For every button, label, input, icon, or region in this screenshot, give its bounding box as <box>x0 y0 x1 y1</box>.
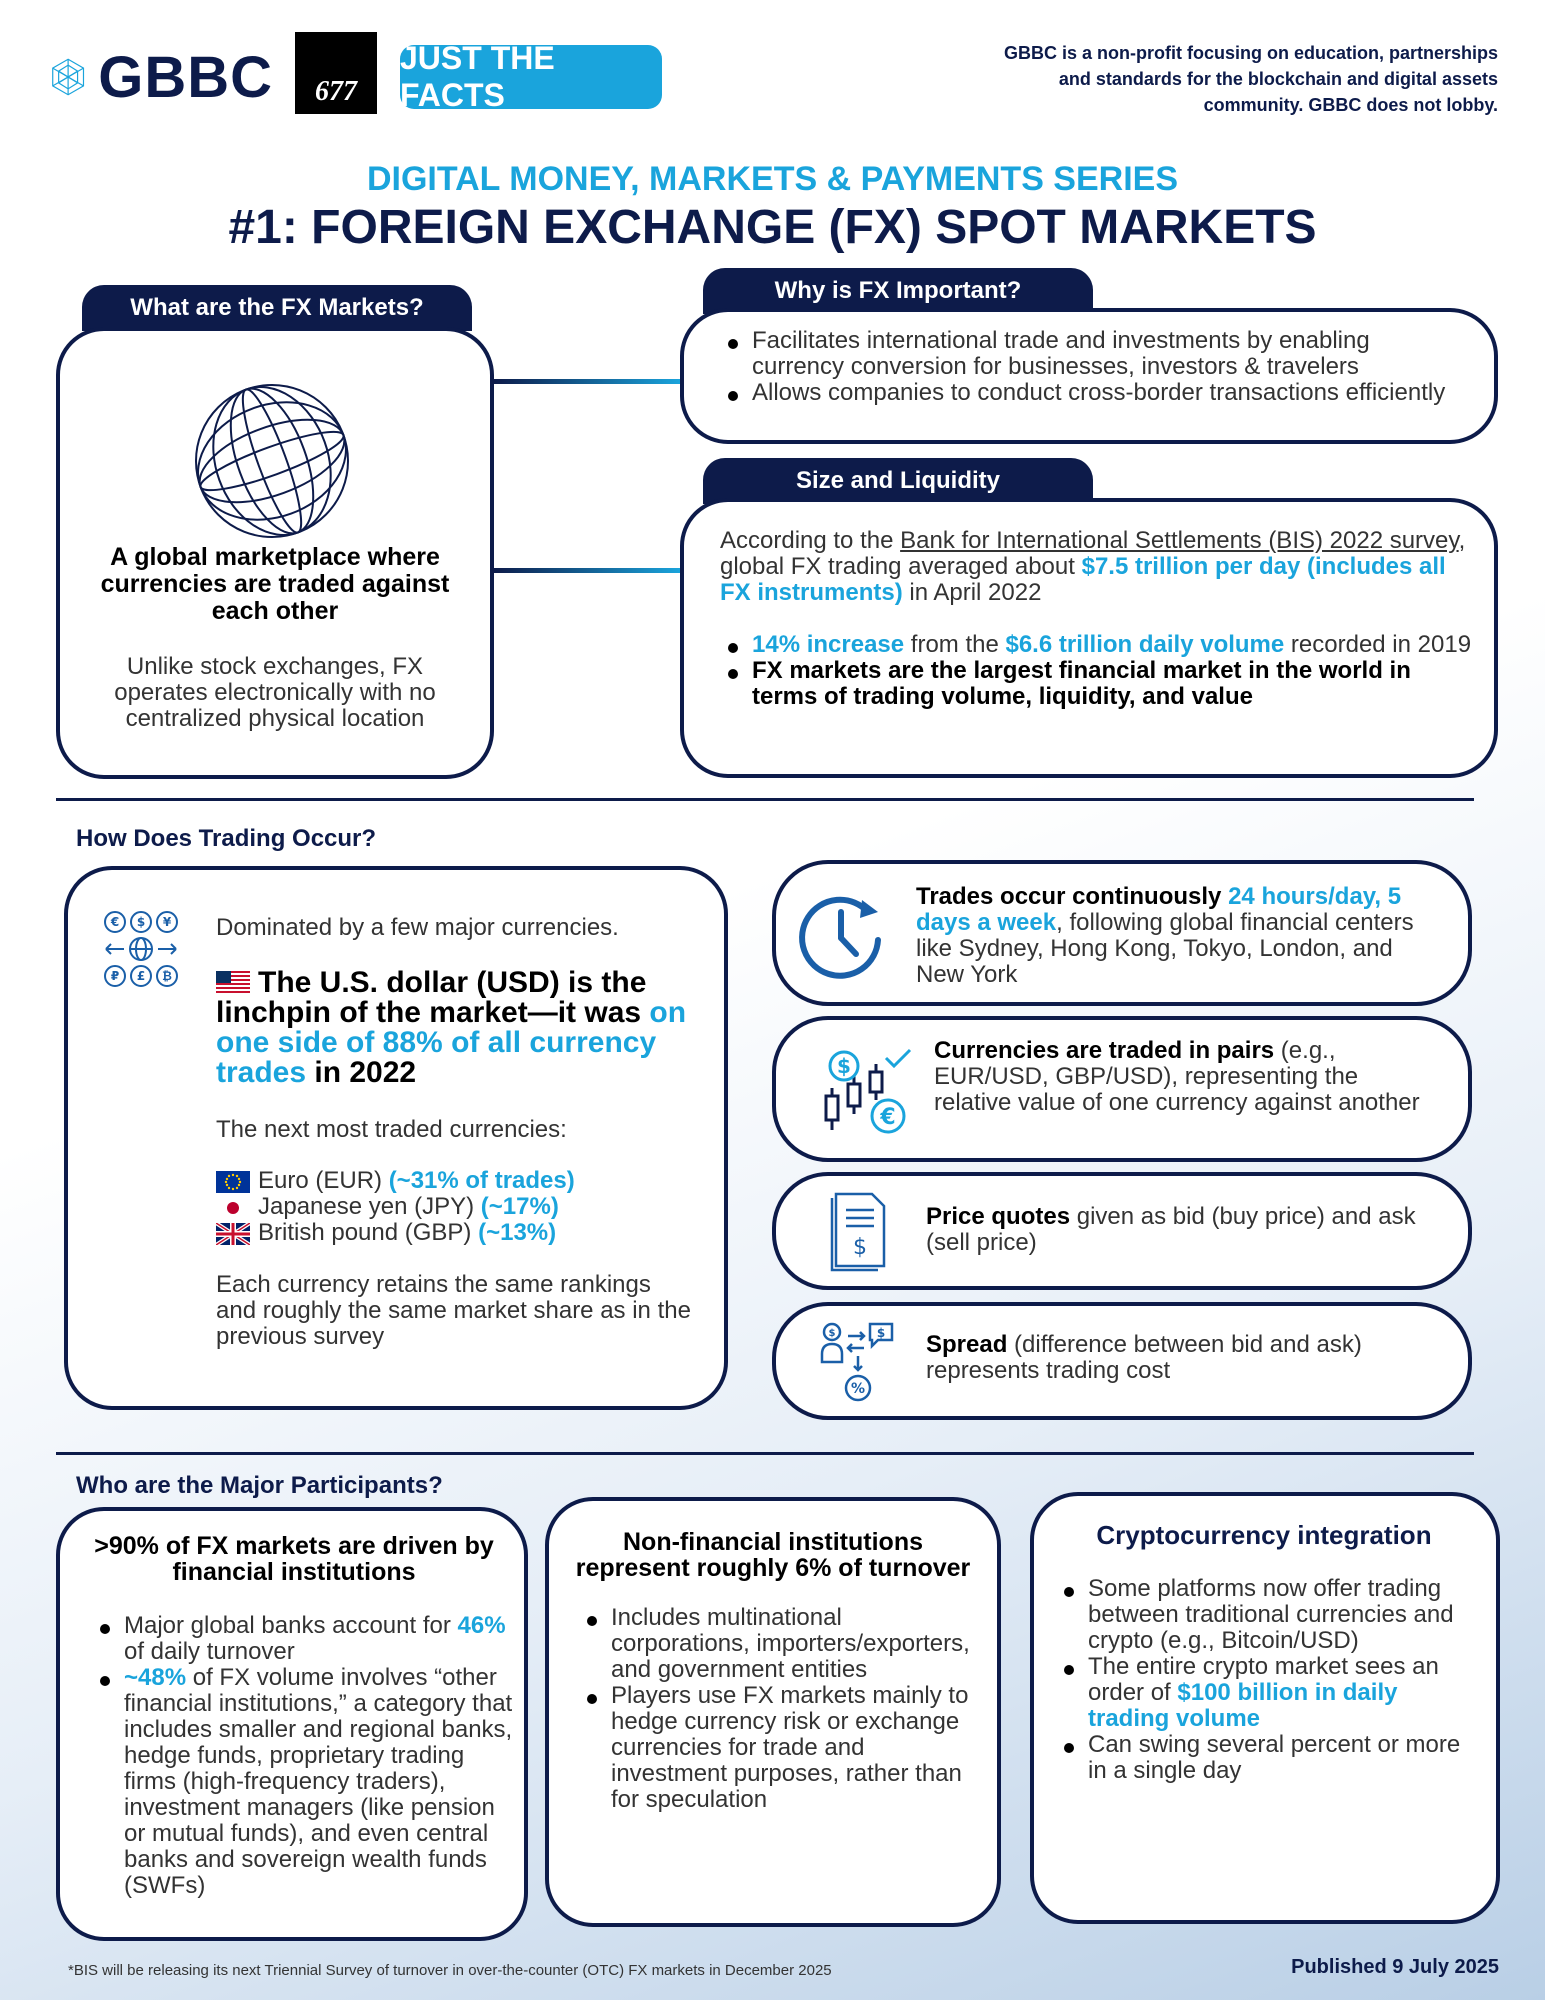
fin-text: of FX volume involves “other financial institutions,” a category that includes smaller and regional banks, hedge funds, proprietary trading firms (high-frequency traders), investment managers (like pension or mutual funds), and even central banks and sovereign wealth funds (SWFs) <box>124 1664 513 1899</box>
size-text: from the <box>904 631 1006 658</box>
svg-text:$: $ <box>136 915 146 929</box>
pill-highlight: 24 hours/day, 5 days a week <box>916 883 1402 936</box>
nonfin-item: Includes multinational corporations, importers/exporters, and government entities <box>581 1605 981 1683</box>
how-trading-heading: How Does Trading Occur? <box>76 825 377 852</box>
svg-text:%: % <box>850 1381 866 1397</box>
pill-bold: Trades occur continuously <box>916 883 1229 910</box>
nonfin-list <box>581 1605 981 1813</box>
size-highlight: $6.6 trillion daily volume <box>1005 631 1285 658</box>
fin-highlight: 46% <box>457 1612 506 1639</box>
pill-text: (difference between bid and ask) represents trading cost <box>926 1331 1362 1384</box>
just-the-facts-badge: JUST THE FACTS <box>400 45 662 109</box>
bis-survey-link[interactable]: Bank for International Settlements (BIS) 2022 survey <box>900 527 1459 554</box>
connector-line <box>494 568 680 573</box>
price-quote-document-icon <box>828 1188 892 1272</box>
financial-institutions-card <box>56 1507 528 1941</box>
disclaimer: GBBC is a non-profit focusing on education, partnerships and standards for the blockchain and digital assets community. GBBC does not lobby. <box>1003 43 1498 115</box>
pill-text: given as bid (buy price) and ask (sell price) <box>926 1203 1416 1256</box>
section-divider <box>56 1452 1474 1455</box>
tab-size-liquidity: Size and Liquidity <box>703 458 1093 504</box>
trading-intro: Dominated by a few major currencies. <box>216 914 619 941</box>
japan-flag-icon <box>216 1197 250 1219</box>
currency-share: (~13%) <box>478 1219 557 1246</box>
what-headline: A global marketplace where currencies are traded against each other <box>100 543 450 625</box>
gbbc-logo <box>48 46 273 108</box>
size-paragraph <box>720 528 1470 606</box>
why-item: Allows companies to conduct cross-border transactions efficiently <box>722 380 1462 406</box>
usd-statement <box>216 968 696 1088</box>
crypto-item: Some platforms now offer trading between traditional currencies and crypto (e.g., Bitcoin/USD) <box>1058 1576 1478 1654</box>
pill-text: (e.g., EUR/USD, GBP/USD), representing the relative value of one currency against another <box>934 1037 1420 1116</box>
currency-pairs-chart-icon <box>816 1044 916 1144</box>
participants-heading: Who are the Major Participants? <box>76 1472 443 1499</box>
size-item <box>722 632 1472 658</box>
crypto-title: Cryptocurrency integration <box>1096 1520 1432 1550</box>
fin-list <box>94 1613 514 1899</box>
quotes-pill <box>772 1172 1472 1290</box>
published-date: Published 9 July 2025 <box>1291 1956 1499 1978</box>
pill-text: , following global financial centers like Sydney, Hong Kong, Tokyo, London, and New York <box>916 909 1414 988</box>
trading-card <box>64 866 728 1410</box>
fin-text: Major global banks account for <box>124 1612 458 1639</box>
series-title: DIGITAL MONEY, MARKETS & PAYMENTS SERIES <box>366 160 1179 198</box>
clock-icon <box>796 890 886 980</box>
currency-name: Euro (EUR) <box>258 1167 389 1194</box>
non-financial-card <box>545 1497 1001 1927</box>
currency-list <box>216 1168 696 1246</box>
fin-text: of daily turnover <box>124 1638 295 1665</box>
fin-item <box>94 1665 514 1899</box>
size-list <box>722 632 1472 710</box>
currency-name: Japanese yen (JPY) <box>258 1193 481 1220</box>
svg-text:₽: ₽ <box>110 969 120 983</box>
pill-bold: Currencies are traded in pairs <box>934 1037 1275 1064</box>
crypto-list <box>1058 1576 1478 1784</box>
spread-pill <box>772 1302 1472 1420</box>
what-card <box>56 327 494 779</box>
usd-highlight: on one side of 88% of all currency trades <box>216 996 687 1089</box>
svg-text:€: € <box>110 915 120 929</box>
hours-text <box>916 884 1446 988</box>
currency-row-eur <box>216 1168 696 1194</box>
globe-icon <box>188 377 356 545</box>
size-text: in April 2022 <box>902 579 1042 606</box>
uk-flag-icon <box>216 1223 250 1245</box>
crypto-highlight: $100 billion in daily trading volume <box>1088 1679 1398 1732</box>
section-divider <box>56 798 1474 801</box>
quotes-text <box>926 1204 1426 1256</box>
size-highlight: $7.5 trillion per day (includes all FX instruments) <box>720 553 1446 606</box>
size-card <box>680 498 1498 778</box>
tab-what-are-fx: What are the FX Markets? <box>82 285 472 331</box>
what-body: Unlike stock exchanges, FX operates electronically with no centralized physical location <box>114 653 436 732</box>
crypto-item <box>1058 1654 1478 1732</box>
pairs-text <box>934 1038 1434 1116</box>
nonfin-item: Players use FX markets mainly to hedge currency risk or exchange currencies for trade and investment purposes, rather than for speculation <box>581 1683 981 1813</box>
pill-bold: Spread <box>926 1331 1008 1358</box>
why-item: Facilitates international trade and investments by enabling currency conversion for businesses, investors & travelers <box>722 328 1462 380</box>
usd-text: The U.S. dollar (USD) is the linchpin of the market—it was <box>216 966 650 1029</box>
size-text: , global FX trading averaged about <box>720 527 1466 580</box>
next-currencies-label: The next most traded currencies: <box>216 1116 567 1143</box>
currency-share: (~17%) <box>480 1193 559 1220</box>
spread-text <box>926 1332 1446 1384</box>
svg-text:¥: ¥ <box>162 915 172 929</box>
gbbc-globe-icon <box>48 43 88 111</box>
currency-row-gbp <box>216 1220 696 1246</box>
hours-pill <box>772 860 1472 1006</box>
svg-text:€: € <box>880 1105 896 1130</box>
size-text: recorded in 2019 <box>1284 631 1472 658</box>
spread-cost-icon <box>816 1320 900 1406</box>
svg-text:$: $ <box>876 1326 886 1340</box>
footer-note: *BIS will be releasing its next Triennial Survey of turnover in over-the-counter (OTC) FX markets in December 2025 <box>68 1962 832 1979</box>
gbbc-logo-text: GBBC <box>98 44 273 110</box>
fin-highlight: ~48% <box>124 1664 187 1691</box>
us-flag-icon <box>216 971 250 993</box>
size-text: According to the <box>720 527 901 554</box>
fin-title: >90% of FX markets are driven by financial institutions <box>94 1532 494 1586</box>
why-list <box>722 328 1462 406</box>
svg-text:₿: ₿ <box>162 969 172 983</box>
fin-item <box>94 1613 514 1665</box>
currency-name: British pound (GBP) <box>258 1219 479 1246</box>
connector-line <box>494 379 680 384</box>
tab-why-fx-important: Why is FX Important? <box>703 268 1093 314</box>
size-highlight: 14% increase <box>752 631 905 658</box>
trading-footer-text: Each currency retains the same rankings and roughly the same market share as in the previous survey <box>216 1271 691 1350</box>
currency-share: (~31% of trades) <box>388 1167 575 1194</box>
crypto-card <box>1030 1492 1500 1924</box>
eu-flag-icon <box>216 1171 250 1193</box>
pairs-pill <box>772 1016 1472 1162</box>
crypto-item: Can swing several percent or more in a single day <box>1058 1732 1478 1784</box>
svg-text:£: £ <box>136 969 146 983</box>
currency-row-jpy <box>216 1194 696 1220</box>
usd-text: in 2022 <box>306 1056 417 1089</box>
page-title: #1: FOREIGN EXCHANGE (FX) SPOT MARKETS <box>228 201 1317 254</box>
size-item: FX markets are the largest financial market in the world in terms of trading volume, liquidity, and value <box>722 658 1472 710</box>
svg-text:$: $ <box>837 1054 851 1078</box>
currency-exchange-icon <box>102 910 180 988</box>
svg-text:$: $ <box>853 1235 867 1260</box>
nonfin-title: Non-financial institutions represent roughly 6% of turnover <box>575 1528 971 1582</box>
pill-bold: Price quotes <box>926 1203 1071 1230</box>
why-card <box>680 308 1498 444</box>
svg-text:$: $ <box>828 1328 836 1339</box>
crypto-text: The entire crypto market sees an order of <box>1088 1653 1439 1706</box>
logo-677: 677 <box>295 32 377 114</box>
